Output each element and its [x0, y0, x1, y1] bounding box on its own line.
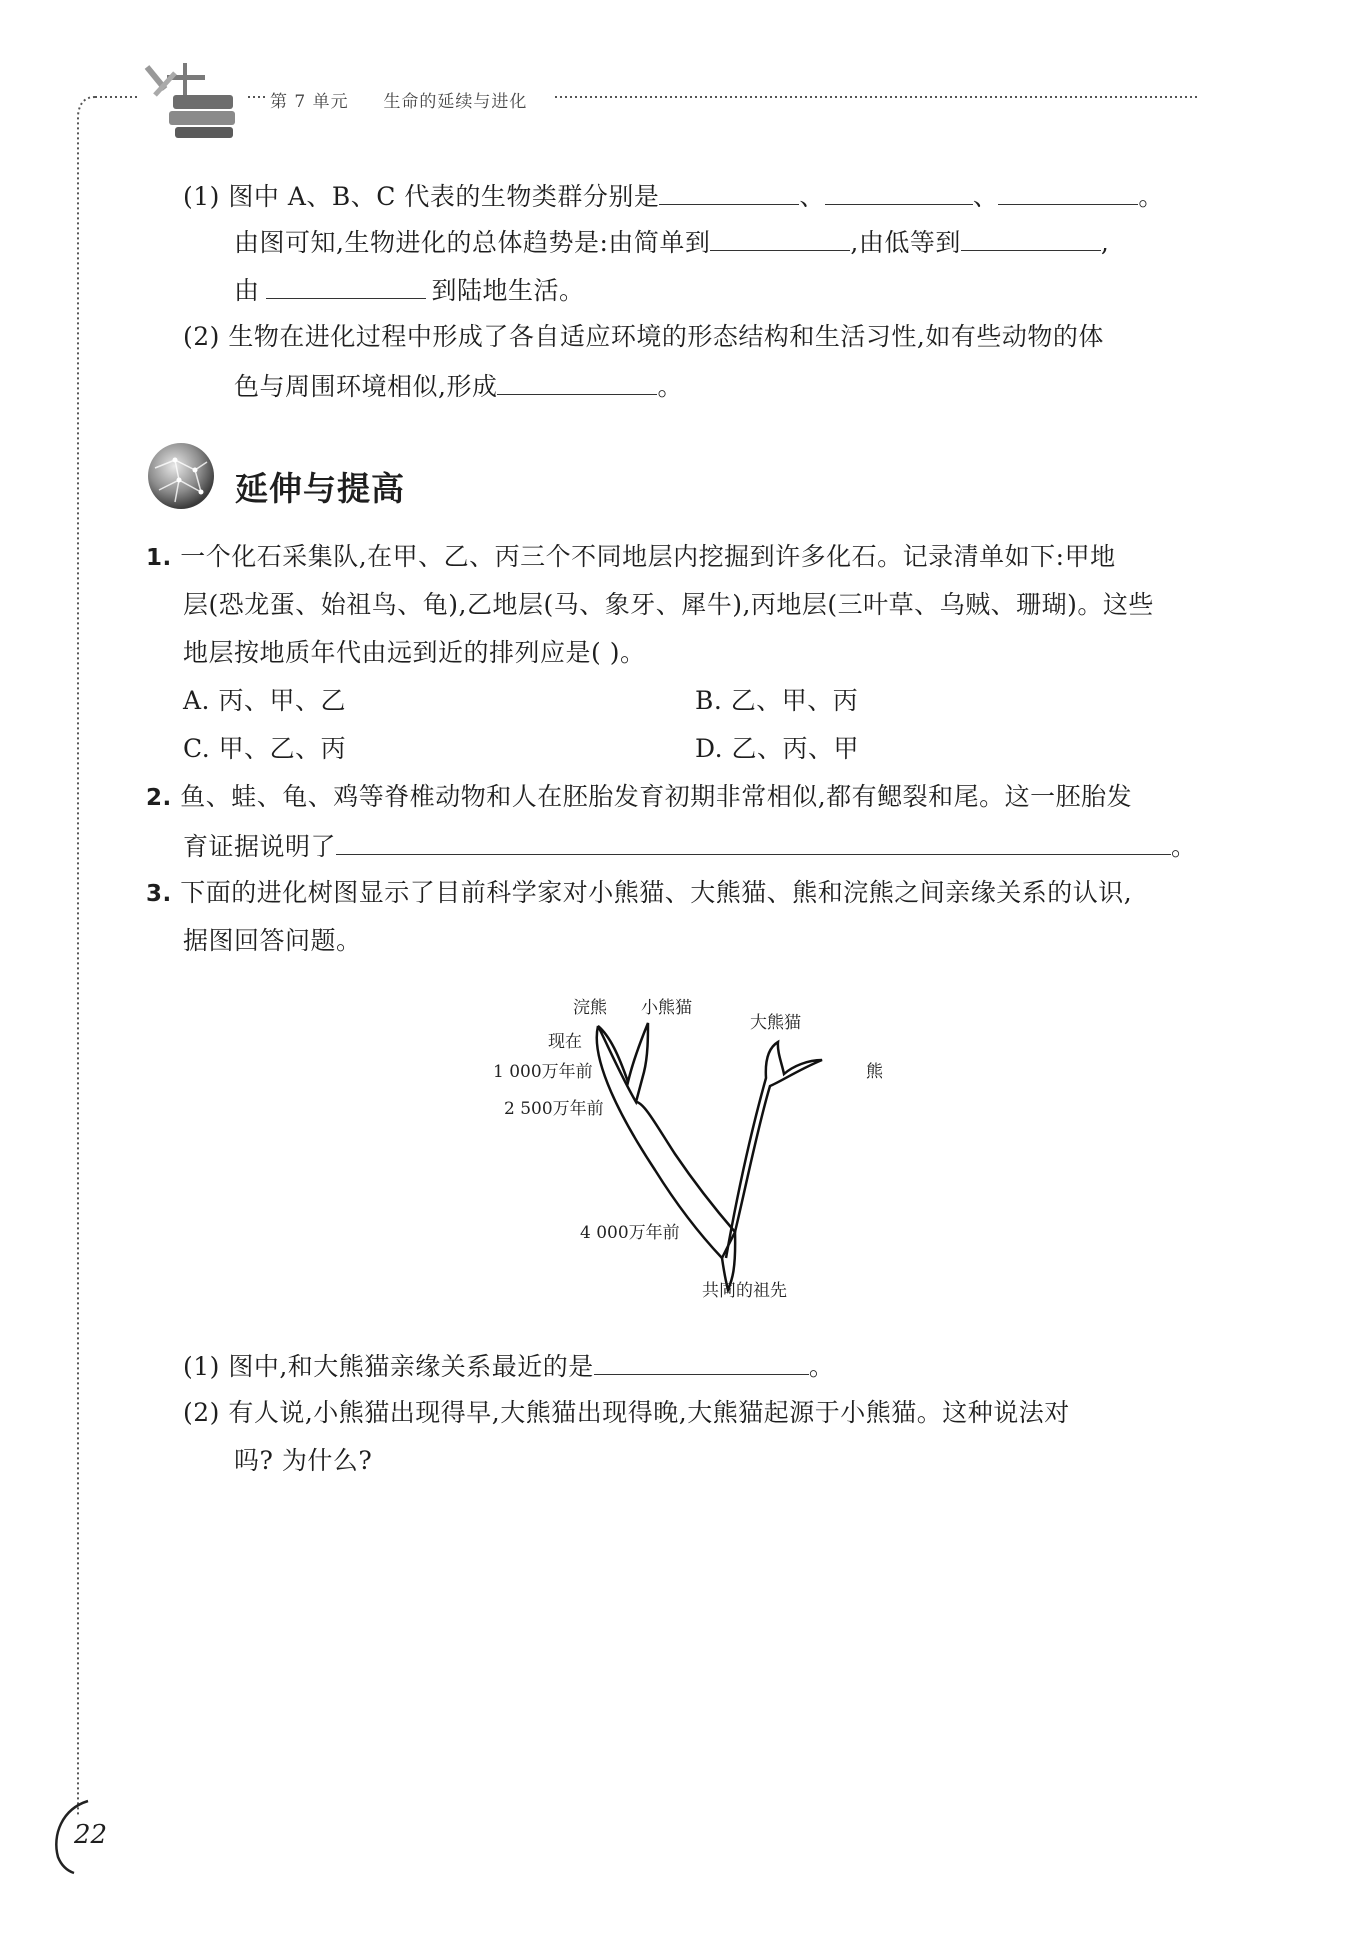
q3-number: 3. [146, 881, 172, 907]
page-number: 22 [74, 1820, 108, 1850]
period: 。 [1138, 182, 1164, 211]
answer-blank[interactable] [998, 178, 1138, 205]
q3-sub1 [183, 1348, 834, 1384]
part1-q2-text-2: 色与周围环境相似,形成 [234, 372, 498, 401]
q2-number: 2. [146, 785, 172, 811]
answer-blank[interactable] [266, 272, 426, 299]
q1-option-a[interactable]: A. 丙、甲、乙 [183, 686, 346, 715]
separator: 、 [972, 182, 999, 211]
period: 。 [1171, 832, 1197, 861]
q2-text-2: 育证据说明了 [183, 832, 337, 861]
label-raccoon: 浣熊 [573, 998, 607, 1018]
q3-sub2-line1: (2) 有人说,小熊猫出现得早,大熊猫出现得晚,大熊猫起源于小熊猫。这种说法对 [183, 1398, 1070, 1427]
q3-line2: 据图回答问题。 [183, 926, 362, 955]
part1-q1-line2 [234, 224, 1109, 260]
part1-q1-line1 [183, 178, 1164, 214]
label-common-ancestor: 共同的祖先 [702, 1281, 787, 1301]
answer-blank[interactable] [961, 224, 1101, 251]
q1-number: 1. [146, 545, 172, 571]
label-now: 现在 [548, 1032, 582, 1052]
label-25-million-years: 2 500万年前 [504, 1099, 604, 1119]
answer-blank[interactable] [710, 224, 850, 251]
q1-line2: 层(恐龙蛋、始祖鸟、龟),乙地层(马、象牙、犀牛),丙地层(三叶草、乌贼、珊瑚)。这些 [183, 590, 1154, 619]
part1-q1-line3 [234, 272, 585, 308]
q3-sub2-line2: 吗? 为什么? [234, 1446, 373, 1475]
period: 。 [657, 372, 683, 401]
label-giant-panda: 大熊猫 [750, 1013, 801, 1033]
q1-option-b[interactable]: B. 乙、甲、丙 [695, 686, 859, 715]
q3-sub1-text: (1) 图中,和大熊猫亲缘关系最近的是 [183, 1352, 594, 1381]
header-unit-number: 第 7 单元 [270, 92, 349, 112]
q1-text: 一个化石采集队,在甲、乙、丙三个不同地层内挖掘到许多化石。记录清单如下:甲地 [180, 542, 1116, 571]
part1-q2-line1 [183, 320, 1104, 354]
answer-blank[interactable] [594, 1348, 809, 1375]
books-logo-icon [135, 55, 245, 140]
separator: 、 [799, 182, 825, 211]
answer-blank[interactable] [497, 368, 657, 395]
part1-q1-trend-text-2: ,由低等到 [850, 228, 961, 257]
q1-option-d[interactable]: D. 乙、丙、甲 [695, 734, 860, 763]
part1-q2-text: 生物在进化过程中形成了各自适应环境的形态结构和生活习性,如有些动物的体 [228, 322, 1104, 351]
q2-line2 [183, 828, 1197, 864]
period: 。 [808, 1352, 835, 1381]
q1-line1 [146, 540, 1116, 575]
answer-blank[interactable] [659, 178, 799, 205]
label-bear: 熊 [866, 1062, 883, 1082]
q2-text: 鱼、蛙、龟、鸡等脊椎动物和人在胚胎发育初期非常相似,都有鳃裂和尾。这一胚胎发 [180, 782, 1133, 811]
label-40-million-years: 4 000万年前 [580, 1223, 680, 1243]
tree-right-branch [726, 1042, 822, 1258]
part1-q1-trend-text: 由图可知,生物进化的总体趋势是:由简单到 [234, 228, 711, 257]
q3-line1 [146, 876, 1132, 911]
comma: , [1100, 228, 1110, 257]
part1-q1-text-3b: 到陆地生活。 [431, 276, 585, 305]
globe-icon [145, 440, 220, 515]
header-unit [270, 87, 527, 112]
tree-trunk-outline [598, 1023, 648, 1102]
part1-q1-label: (1) [183, 182, 220, 211]
answer-blank[interactable] [336, 828, 1171, 855]
q1-option-c[interactable]: C. 甲、乙、丙 [183, 734, 347, 763]
q2-line1 [146, 780, 1132, 815]
part1-q2-line2 [234, 368, 683, 404]
q1-line3: 地层按地质年代由远到近的排列应是( )。 [183, 638, 646, 667]
part1-q1-text: 图中 A、B、C 代表的生物类群分别是 [228, 182, 660, 211]
section-title: 延伸与提高 [235, 469, 405, 508]
label-red-panda: 小熊猫 [641, 998, 692, 1018]
header-unit-title: 生命的延续与进化 [383, 92, 528, 112]
label-10-million-years: 1 000万年前 [493, 1062, 593, 1082]
part1-q1-text-3a: 由 [234, 276, 260, 305]
part1-q2-label: (2) [183, 322, 220, 351]
answer-blank[interactable] [825, 178, 973, 205]
q3-text: 下面的进化树图显示了目前科学家对小熊猫、大熊猫、熊和浣熊之间亲缘关系的认识, [180, 878, 1133, 907]
evolution-tree-diagram [480, 990, 900, 1310]
